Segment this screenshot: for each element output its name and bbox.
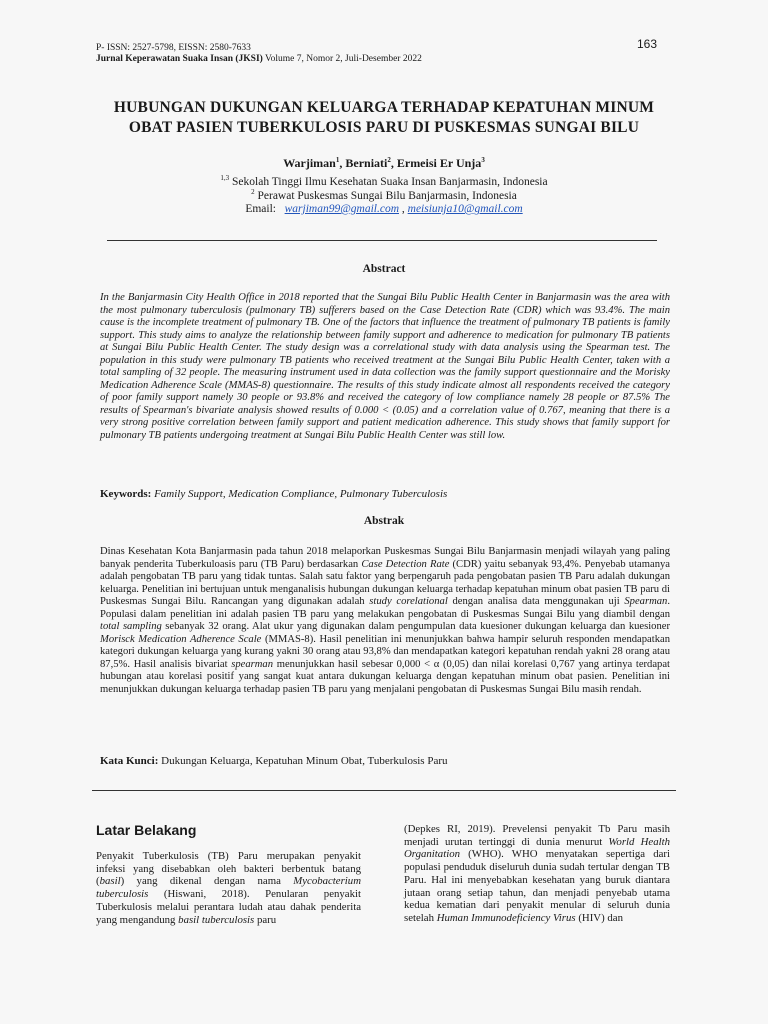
affiliation-2-text: Perawat Puskesmas Sungai Bilu Banjarmasin, Indonesia (254, 189, 517, 202)
abstrak-seg-2: (CDR) yaitu sebanyak 93,4%. Penyebab utamanya adalah pengobatan TB paru yang tidak tuntas. Salah satu faktor yang berpengaruh pada pengobatan pasien TB Paru adalah dukungan keluarga. Penelitian ini bertujuan untuk menganalisis hubungan dukungan keluarga terhadap kepatuhan minum obat pasien TB paru di Puskesmas Sungai Bilu. Rancangan yang digunakan adalah (100, 558, 670, 608)
abstrak-seg-6: (MMAS-8). Hasil penelitian ini menunjukkan bahwa hampir seluruh responden mendapatkan kategori dukungan keluarga yang kurang yakni 30 orang atau 93,8% dan mendapatkan kategori kepatuhan rendah yakni 28 orang atau 87,5%. Hasil analisis bivariat (100, 633, 670, 670)
abstrak-italic-2: study corelational (369, 596, 448, 608)
abstract-text: In the Banjarmasin City Health Office in 2018 reported that the Sungai Bilu Public Health Center in Banjarmasin was the area with the most pulmonary tuberculosis (pulmonary TB) sufferers based on the Case Detection Rate (CDR) which was 93.4%. The main cause is the incomplete treatment of pulmonary TB. One of the factors that influence the treatment of pulmonary TB patients is family support. This study aims to analyze the relationship between family support and adherence to medication for pulmonary TB patients at Sungai Bilu Public Health Center. The study design was a correlational study with data analysis using the Spearman test. The population in this study were pulmonary TB patients who received treatment at the Sungai Bilu Public Health Center, taken with a total sampling of 32 people. The measuring instrument used in data collection was the family support questionnaire and the Morisky Medication Adherence Scale (MMAS-8) questionnaire. The results of this study indicate almost all respondents received the category of poor family support namely 30 people or 93.8% and received the category of low compliance namely 28 people or 87.5% The results of Spearman's bivariate analysis showed results of 0.000 < (0.05) and a correlation value of 0.767, meaning that there is a very strong positive correlation between family support and patient medication adherence. This study shows that family support for pulmonary TB patients undergoing treatment at Sungai Bilu Public Health Center was still low. (100, 292, 670, 442)
author-1: Warjiman (283, 156, 336, 170)
abstrak-text (100, 546, 670, 697)
divider-top (107, 240, 657, 241)
abstrak-seg-7: menunjukkan hasil sebesar 0,000 < α (0,05) dan nilai korelasi 0,767 yang artinya terdapat hubungan atau korelasi positif yang sangat kuat antara dukungan keluarga dengan kepatuhan minum obat pasien. Penelitian ini menunjukkan dukungan keluarga terhadap pasien TB paru yang menjalani pengobatan di Puskesmas Sungai Bilu masih rendah. (100, 658, 670, 696)
journal-line (96, 54, 422, 64)
latar-italic-2: Mycobacterium tuberculosis (96, 875, 361, 901)
abstract-heading: Abstract (362, 263, 406, 275)
latar-seg-4: paru (254, 913, 277, 926)
abstrak-seg-3: dengan analisa data menggunakan uji (447, 596, 625, 608)
author-3-sup: 3 (481, 156, 485, 164)
abstrak-seg-1: Dinas Kesehatan Kota Banjarmasin pada tahun 2018 melaporkan Puskesmas Sungai Bilu Banjarmasin menjadi wilayah yang paling banyak penderita Tuberkuloasis paru (TB Paru) berdasarkan (100, 546, 670, 570)
email-link-2[interactable]: meisiunja10@gmail.com (407, 203, 523, 215)
issn-line: P- ISSN: 2527-5798, EISSN: 2580-7633 (96, 43, 251, 53)
affiliation-1 (0, 174, 768, 188)
abstrak-seg-4: . Populasi dalam penelitian ini adalah pasien TB paru yang melakukan pengobatan di Puskesmas Sungai Bilu yang diambil dengan (100, 596, 670, 620)
paper-title (80, 98, 688, 138)
page-number: 163 (637, 37, 658, 51)
kata-kunci-line (100, 755, 448, 767)
right-column-text (404, 823, 670, 925)
title-line-2: OBAT PASIEN TUBERKULOSIS PARU DI PUSKESMAS SUNGAI BILU (128, 119, 640, 136)
email-separator: , (399, 203, 408, 215)
right-seg-2: (WHO). WHO menyatakan sepertiga dari populasi penduduk diseluruh dunia sudah tertular dengan TB Paru. Hal ini menyebabkan kesehatan yang buruk diantara jutaan orang setiap tahun, dan menjadi penyebab utama kedua kematian dari penyakit menular di seluruh dunia setelah (404, 848, 670, 924)
title-line-1: HUBUNGAN DUKUNGAN KELUARGA TERHADAP KEPATUHAN MINUM (113, 99, 655, 116)
author-list (0, 156, 768, 171)
author-2-sup: 2 (387, 156, 391, 164)
right-seg-1: (Depkes RI, 2019). Prevelensi penyakit Tb Paru masih menjadi urutan tertinggi di dunia menurut (404, 823, 670, 848)
latar-italic-1: basil (99, 875, 121, 888)
kata-kunci-label: Kata Kunci: (100, 755, 159, 767)
abstrak-italic-6: spearman (231, 658, 274, 670)
latar-seg-1: Penyakit Tuberkulosis (TB) Paru merupakan penyakit infeksi yang disebabkan oleh bakteri berbentuk batang ( (96, 850, 361, 888)
email-line (0, 203, 768, 215)
author-2: , Berniati (339, 156, 388, 170)
keywords-label: Keywords: (100, 488, 152, 500)
right-italic-2: Human Immunodeficiency Virus (436, 911, 576, 924)
right-seg-3: (HIV) dan (575, 911, 623, 924)
keywords-line (100, 488, 447, 500)
keywords-list: Family Support, Medication Compliance, Pulmonary Tuberculosis (151, 488, 448, 500)
journal-volume: Volume 7, Nomor 2, Juli-Desember 2022 (262, 54, 422, 64)
affiliation-2-sup: 2 (251, 188, 255, 196)
email-link-1[interactable]: warjiman99@gmail.com (284, 203, 400, 215)
latar-seg-3: (Hiswani, 2018). Penularan penyakit Tuberkulosis melalui perantara ludah atau dahak penderita yang mengandung (96, 888, 361, 926)
kata-kunci-list: Dukungan Keluarga, Kepatuhan Minum Obat, Tuberkulosis Paru (158, 755, 448, 767)
right-italic-1: World Health Organitation (404, 835, 670, 861)
divider-bottom (92, 790, 676, 791)
author-3: , Ermeisi Er Unja (390, 156, 482, 170)
email-label: Email: (245, 203, 276, 215)
abstrak-italic-4: total sampling (100, 621, 162, 633)
affiliation-1-sup: 1,3 (220, 174, 230, 182)
author-1-sup: 1 (335, 156, 340, 164)
abstrak-italic-5: Morisck Medication Adherence Scale (100, 633, 262, 645)
left-column-text (96, 850, 361, 926)
affiliation-1-text: Sekolah Tinggi Ilmu Kesehatan Suaka Insan Banjarmasin, Indonesia (229, 175, 548, 188)
affiliation-2 (0, 188, 768, 202)
abstrak-heading: Abstrak (363, 515, 405, 527)
section-heading-latar-belakang: Latar Belakang (96, 822, 197, 838)
journal-name: Jurnal Keperawatan Suaka Insan (JKSI) (96, 54, 263, 64)
abstrak-italic-1: Case Detection Rate (361, 558, 450, 570)
latar-italic-3: basil tuberculosis (178, 913, 255, 926)
abstrak-seg-5: sebanyak 32 orang. Alat ukur yang digunakan dalam pengumpulan data kuesioner dukungan keluarga dan kuesioner (161, 621, 671, 633)
abstrak-italic-3: Spearman (624, 596, 668, 608)
latar-seg-2: ) yang dikenal dengan nama (120, 875, 294, 888)
